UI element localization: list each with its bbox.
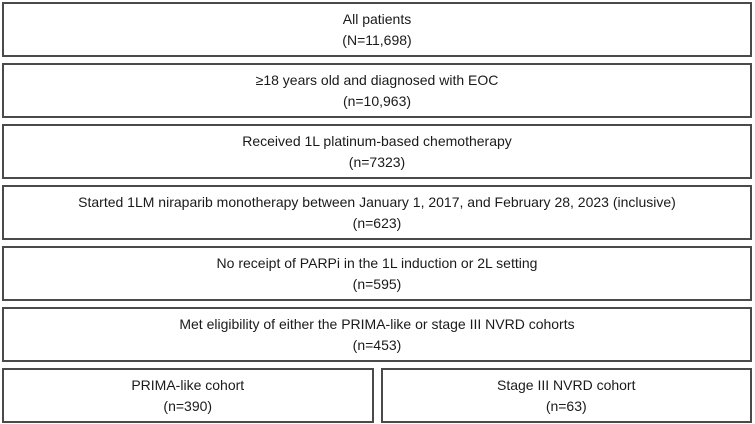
cohort-label: Stage III NVRD cohort — [496, 376, 636, 393]
step-count: (n=623) — [352, 214, 402, 231]
step-label: ≥18 years old and diagnosed with EOC — [255, 71, 499, 88]
step-count: (n=7323) — [348, 153, 406, 170]
step-count: (N=11,698) — [342, 31, 412, 48]
step-label: All patients — [342, 10, 412, 27]
step-label: Received 1L platinum-based chemotherapy — [242, 132, 512, 149]
flow-step-met-eligibility — [2, 307, 752, 362]
flow-step-all-patients — [2, 2, 752, 57]
step-count: (n=595) — [352, 275, 402, 292]
final-cohorts-row — [2, 368, 752, 423]
step-count: (n=10,963) — [342, 92, 412, 109]
cohort-box-prima-like — [2, 368, 374, 423]
step-label: Met eligibility of either the PRIMA-like or stage III NVRD cohorts — [179, 315, 575, 332]
flow-step-age-eoc — [2, 63, 752, 118]
cohort-box-stage-iii-nvrd — [381, 368, 753, 423]
cohort-label: PRIMA-like cohort — [131, 376, 245, 393]
cohort-count: (n=63) — [545, 397, 587, 414]
step-count: (n=453) — [352, 336, 402, 353]
flow-step-platinum-chemo — [2, 124, 752, 179]
step-label: No receipt of PARPi in the 1L induction or 2L setting — [216, 254, 538, 271]
step-label: Started 1LM niraparib monotherapy between January 1, 2017, and February 28, 2023 (inclusive) — [78, 193, 676, 210]
cohort-count: (n=390) — [163, 397, 213, 414]
flow-step-niraparib-start — [2, 185, 752, 240]
flow-step-no-parpi — [2, 246, 752, 301]
